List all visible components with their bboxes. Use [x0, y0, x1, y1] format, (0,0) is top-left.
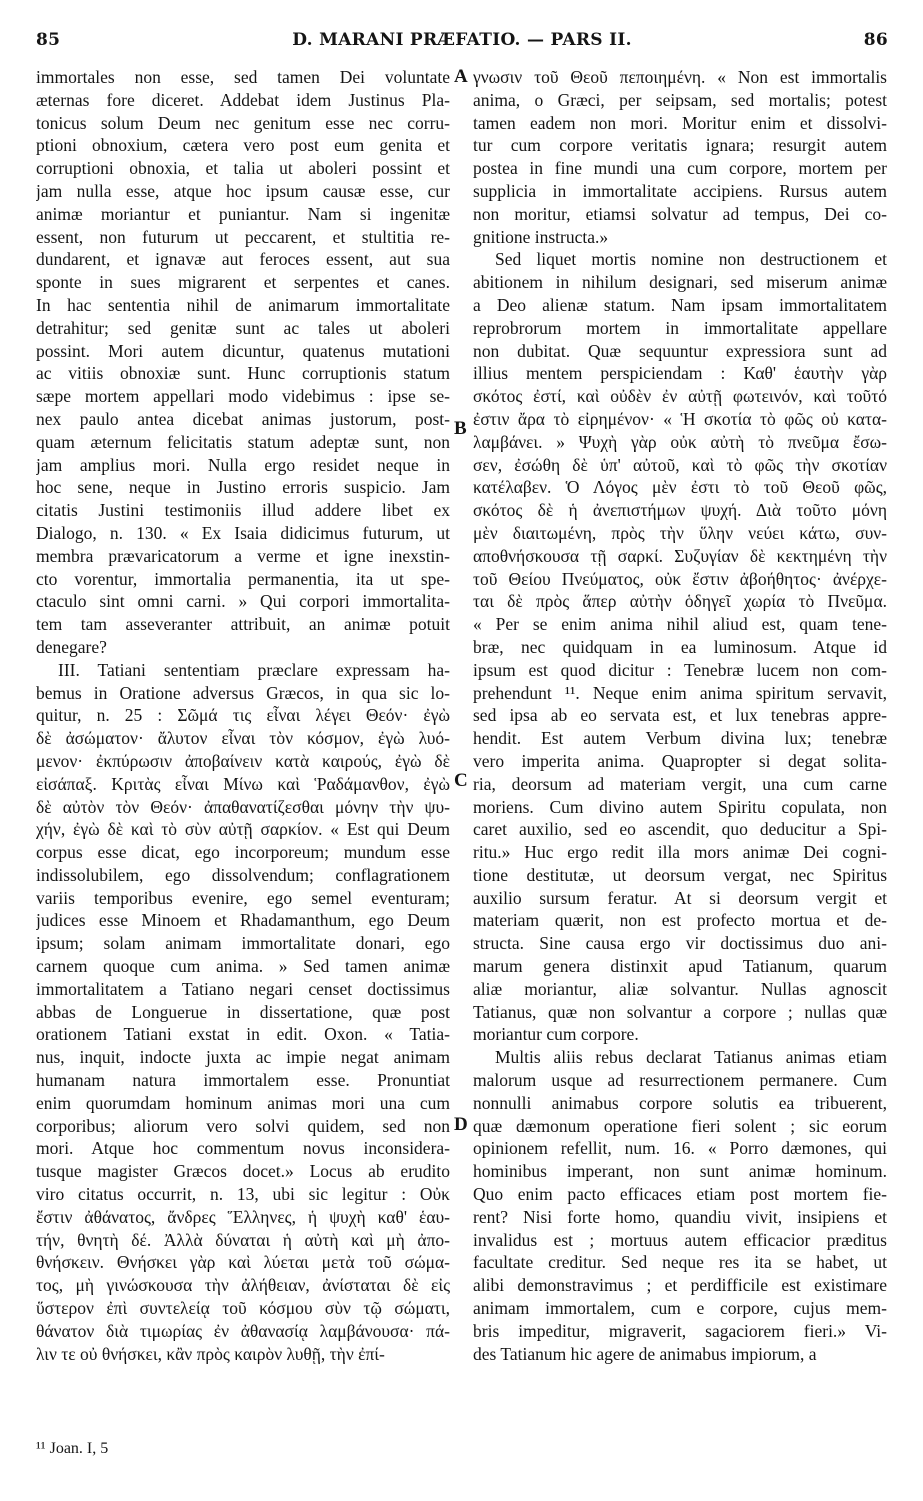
text-line: ac vitiis obnoxiæ sunt. Hunc corruptionis statum: [36, 363, 450, 384]
text-line: nex paulo antea dicebat animas justorum, post-: [36, 408, 450, 429]
margin-marker-b: B: [454, 418, 467, 439]
text-line: alibi demonstravimus ; et perdifficile est existimare: [473, 1275, 887, 1296]
text-line: tem tam asseveranter attribuit, an animæ potuit: [36, 614, 450, 635]
text-line: ctaculo sint omni carni. » Qui corpori immortalita-: [36, 591, 450, 612]
text-line: ptioni obnoxium, cætera vero post eum genita et: [36, 135, 450, 156]
text-line: corruptioni obnoxia, et talia ut aboleri possint et: [36, 158, 450, 179]
text-line: materiam quærit, non est profecto mortua et de-: [473, 910, 887, 931]
text-line: σκότος δὲ ἡ ἀνεπιστήμων ψυχή. Διὰ τοῦτο μόνη: [473, 500, 887, 521]
right-text-column: [473, 66, 887, 1365]
text-line: τος, μὴ γινώσκουσα τὴν ἀλήθειαν, ἀνίσταται δὲ εἰς: [36, 1275, 450, 1296]
left-page-number: 85: [36, 30, 61, 50]
text-line: aliæ moriantur, aliæ solvantur. Nullas agnoscit: [473, 978, 887, 999]
text-line: viro citatus occurrit, n. 13, ubi sic legitur : Οὐκ: [36, 1184, 450, 1205]
text-line: δὲ αὐτὸν τὸν Θεόν· ἀπαθανατίζεσθαι μόνην τὴν ψυ-: [36, 796, 450, 817]
text-line: γνωσιν τοῦ Θεοῦ πεποιημένη. « Non est immortalis: [473, 67, 887, 87]
text-line: ipsum; solam animam immortalitate donari, ego: [36, 933, 450, 954]
text-line: citatis Justini testimoniis illud addere libet ex: [36, 500, 450, 521]
text-line: corpus esse dicat, ego incorporeum; mundum esse: [36, 842, 450, 863]
text-line: des Tatianum hic agere de animabus impiorum, a: [473, 1343, 817, 1364]
text-line: non dubitat. Quæ sequuntur expressiora sunt ad: [473, 340, 887, 361]
text-line: tusque magister Græcos docet.» Locus ab erudito: [36, 1161, 450, 1182]
margin-marker-d: D: [454, 1114, 468, 1135]
text-line: Quo enim pacto efficaces etiam post mortem fie-: [473, 1184, 887, 1205]
text-line: postea in fine mundi una cum corpore, mortem per: [473, 158, 887, 179]
text-line: auxilio sursum feratur. At si deorsum vergit et: [473, 887, 887, 908]
text-line: μενον· ἐκπύρωσιν ἀποβαίνειν κατὰ καιρούς, ἐγὼ δὲ: [36, 750, 450, 771]
text-line: σεν, ἐσώθη δὲ ὑπ' αὐτοῦ, καὶ τὸ φῶς τὴν σκοτίαν: [473, 454, 887, 475]
text-line: tione destitutæ, ut deorsum vergat, nec Spiritus: [473, 864, 887, 885]
text-line: ἔστιν ἀθάνατος, ἄνδρες Ἕλληνες, ἡ ψυχὴ καθ' ἑαυ-: [36, 1206, 450, 1227]
text-line: tamen eadem non mori. Moritur enim et dissolvi-: [473, 112, 887, 133]
text-line: ritu.» Huc ergo redit illa mors animæ Dei cogni-: [473, 842, 887, 863]
text-line: gnitione instructa.»: [473, 226, 609, 247]
text-line: χήν, ἐγὼ δὲ καὶ τὸ σὺν αὐτῇ σαρκίον. « Est qui Deum: [36, 819, 450, 840]
text-line: tonicus solum Deum nec genitum esse nec corru-: [36, 112, 450, 133]
text-line: orationem Tatiani exstat in edit. Oxon. « Tatia-: [36, 1024, 450, 1045]
text-line: δὲ ἀσώματον· ἄλυτον εἶναι τὸν κόσμον, ἐγὼ λυό-: [36, 728, 450, 749]
text-line: ἐστιν ἄρα τὸ εἰρημένον· « Ἡ σκοτία τὸ φῶς οὐ κατα-: [473, 408, 887, 429]
text-line: judices esse Minoem et Rhadamanthum, ego Deum: [36, 910, 450, 931]
text-line: non moritur, etiamsi solvatur ad tempus, Dei co-: [473, 203, 887, 224]
text-line: vero imperita anima. Quapropter si degat solita-: [473, 750, 887, 771]
text-line: sed ipsa ab eo servata est, et lux tenebras appre-: [473, 705, 887, 726]
text-line: ria, deorsum ad materiam vergit, una cum carne: [473, 773, 887, 794]
text-line: opinionem refellit, num. 16. « Porro dæmones, qui: [473, 1138, 887, 1159]
text-line: immortales non esse, sed tamen Dei voluntate: [36, 67, 450, 87]
text-line: ipsum est quod dicitur : Tenebræ lucem non com-: [473, 659, 887, 680]
text-line: κατέλαβεν. Ὁ Λόγος μὲν ἐστι τὸ τοῦ Θεοῦ φῶς,: [473, 477, 887, 498]
text-line: detrahitur; sed genitæ sunt ac tales ut aboleri: [36, 317, 450, 338]
text-line: λαμβάνει. » Ψυχὴ γὰρ οὐκ αὐτὴ τὸ πνεῦμα ἔσω-: [473, 431, 887, 452]
text-line: rent? Nisi forte homo, quandiu vivit, insipiens et: [473, 1206, 887, 1227]
text-line: cto vorentur, immortalia permanentia, ita ut spe-: [36, 568, 450, 589]
text-line: hoc sene, neque in Justino erroris suspicio. Jam: [36, 477, 450, 498]
text-line: hendit. Est autem Verbum divina lux; tenebræ: [473, 728, 887, 749]
text-line: denegare?: [36, 636, 107, 657]
margin-marker-c: C: [454, 770, 468, 791]
text-line: moriantur cum corpore.: [473, 1024, 639, 1045]
text-line: illius mentem perspiciendam : Καθ' ἑαυτὴν γὰρ: [473, 363, 887, 384]
text-line: abitionem in nihilum designari, sed miserum animæ: [473, 272, 887, 293]
text-line: Multis aliis rebus declarat Tatianus animas etiam: [495, 1047, 887, 1068]
text-line: Sed liquet mortis nomine non destructionem et: [495, 249, 887, 270]
text-line: sponte in sues migrarent et serpentes et canes.: [36, 272, 450, 293]
text-line: In hac sententia nihil de animarum immortalitate: [36, 294, 450, 315]
text-line: moriens. Cum divino autem Spiritu copulata, non: [473, 796, 887, 817]
text-line: nus, inquit, indocte juxta ac impie negat animam: [36, 1047, 450, 1068]
text-line: Tatianus, quæ non solvantur a corpore ; nullas quæ: [473, 1001, 887, 1022]
text-line: facultate creditur. Sed neque res ita se habet, ut: [473, 1252, 887, 1273]
text-line: a Deo alienæ statum. Nam ipsam immortalitatem: [473, 294, 887, 315]
text-line: bræ, nec quidquam in ea luminosum. Atque id: [473, 636, 887, 657]
text-line: structa. Sine causa ergo vir doctissimus duo ani-: [473, 933, 887, 954]
text-line: prehendunt ¹¹. Neque enim anima spiritum servavit,: [473, 682, 887, 703]
text-line: caret auxilio, sed eo ascendit, quo deducitur a Spi-: [473, 819, 887, 840]
text-line: bris impeditur, migraverit, sagaciorem fieri.» Vi-: [473, 1320, 887, 1341]
text-line: reprobrorum mortem in immortalitate appellare: [473, 317, 887, 338]
text-line: anima, o Græci, per seipsam, sed mortalis; potest: [473, 89, 887, 110]
text-line: dundarent, et ignavæ aut feroces essent, aut sua: [36, 249, 450, 270]
text-line: marum genera distinxit apud Tatianum, quarum: [473, 956, 887, 977]
text-line: ται δὲ πρὸς ἅπερ αὐτὴν ὁδηγεῖ χωρία τὸ Πνεῦμα.: [473, 591, 887, 612]
running-head: [36, 30, 888, 58]
text-line: corporibus; aliorum vero solvi quidem, sed non: [36, 1115, 450, 1136]
text-line: bemus in Oratione adversus Græcos, in qua sic lo-: [36, 682, 450, 703]
text-line: εἰσάπαξ. Κριτὰς εἶναι Μίνω καὶ Ῥαδάμανθον, ἐγὼ: [36, 773, 450, 794]
text-line: θνήσκειν. Θνήσκει γὰρ καὶ λύεται μετὰ τοῦ σώμα-: [36, 1252, 450, 1273]
right-page-number: 86: [863, 30, 888, 50]
text-line: αποθνήσκουσα τῇ σαρκί. Συζυγίαν δὲ κεκτημένη τὴν: [473, 545, 887, 566]
text-line: jam amplius mori. Nulla ergo residet neque in: [36, 454, 450, 475]
text-line: immortalitatem a Tatiano negari censet doctissimus: [36, 978, 450, 999]
text-line: III. Tatiani sententiam præclare expressam ha-: [58, 659, 450, 680]
text-line: hominibus imperant, non sunt animæ hominum.: [473, 1161, 887, 1182]
text-line: Dialogo, n. 130. « Ex Isaia didicimus futurum, ut: [36, 522, 450, 543]
footnote: ¹¹ Joan. I, 5: [36, 1440, 109, 1457]
text-line: nonnulli animabus corpore solutis ea tribuerent,: [473, 1092, 887, 1113]
text-line: indissolubilem, ego dissolvendum; conflagrationem: [36, 864, 450, 885]
text-line: possint. Mori autem dicuntur, quatenus mutationi: [36, 340, 450, 361]
text-line: carnem quoque cum anima. » Sed tamen animæ: [36, 956, 450, 977]
text-line: membra prævaricatorum a verme et igne inexstin-: [36, 545, 450, 566]
text-line: jam nulla esse, atque hoc ipsum causæ esse, cur: [36, 180, 450, 201]
text-line: quitur, n. 25 : Σῶμά τις εἶναι λέγει Θεόν· ἐγὼ: [36, 705, 450, 726]
margin-marker-a: A: [454, 66, 468, 87]
text-line: τήν, θνητὴ δέ. Ἀλλὰ δύναται ἡ αὐτὴ καὶ μὴ ἀπο-: [36, 1229, 450, 1250]
text-line: quam æternum felicitatis statum adeptæ sunt, non: [36, 431, 450, 452]
text-line: τοῦ Θείου Πνεύματος, οὐκ ἔστιν ἀβοήθητος· ἀνέρχε-: [473, 568, 887, 589]
text-line: animæ moriantur et puniantur. Nam si ingenitæ: [36, 203, 450, 224]
text-line: μὲν διαιτωμένη, πρὸς τὴν ὕλην νεύει κάτω, συν-: [473, 522, 887, 543]
left-text-column: [36, 66, 450, 1365]
text-line: abbas de Longuerue in dissertatione, quæ post: [36, 1001, 450, 1022]
page-header-title: D. MARANI PRÆFATIO. — PARS II.: [292, 30, 632, 50]
text-line: σκότος ἐστί, καὶ οὐδὲν ἐν αὐτῇ φωτεινόν, καὶ τοῦτό: [473, 386, 887, 407]
text-line: invalidus est ; mortuus autem efficacior præditus: [473, 1229, 887, 1250]
text-line: mori. Atque hoc commentum novus inconsidera-: [36, 1138, 450, 1159]
text-line: æternas fore diceret. Addebat idem Justinus Pla-: [36, 89, 450, 110]
text-line: θάνατον διὰ τιμωρίας ἐν ἀθανασίᾳ λαμβάνουσα· πά-: [36, 1320, 450, 1341]
text-line: « Per se enim anima nihil aliud est, quam tene-: [473, 614, 887, 635]
text-line: ὕστερον ἐπὶ συντελείᾳ τοῦ κόσμου σὺν τῷ σώματι,: [36, 1298, 450, 1319]
text-line: quæ dæmonum operatione fieri solent ; sic eorum: [473, 1115, 887, 1136]
text-line: humanam natura immortalem esse. Pronuntiat: [36, 1070, 450, 1091]
text-line: sæpe mortem appellari modo videbimus : ipse se-: [36, 386, 450, 407]
text-line: essent, non futurum ut peccarent, et stultitia re-: [36, 226, 450, 247]
text-line: λιν τε οὐ θνήσκει, κἂν πρὸς καιρὸν λυθῇ, τὴν ἐπί-: [36, 1343, 385, 1364]
text-line: tur cum corpore veritatis ignara; resurgit autem: [473, 135, 887, 156]
text-line: animam immortalem, cum e corpore, cujus mem-: [473, 1298, 887, 1319]
text-line: malorum usque ad resurrectionem permanere. Cum: [473, 1070, 887, 1091]
text-line: variis temporibus evenire, ego semel eventuram;: [36, 887, 450, 908]
text-line: enim quorumdam hominum animas mori una cum: [36, 1092, 450, 1113]
text-line: supplicia in immortalitate accipiens. Rursus autem: [473, 180, 887, 201]
